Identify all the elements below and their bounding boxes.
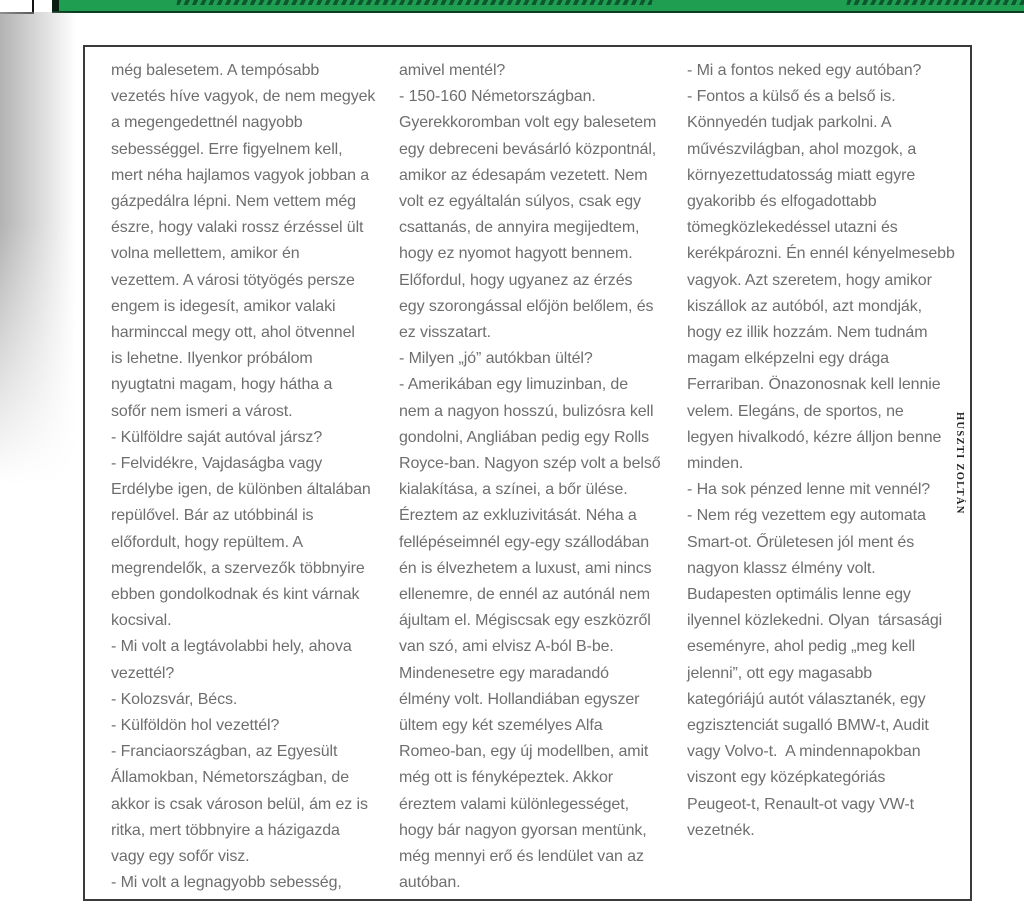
text-line: vagy Volvo-t. A mindennapokban xyxy=(687,743,921,761)
text-line: amivel mentél? xyxy=(399,62,506,79)
text-line: - Milyen „jó” autókban ültél? xyxy=(399,350,593,368)
text-column-3 xyxy=(687,58,959,897)
text-line: - Mi volt a legnagyobb sebesség, xyxy=(111,874,342,892)
text-line: ritka, mert többnyire a házigazda xyxy=(111,821,340,839)
text-line: - Amerikában egy limuzinban, de xyxy=(399,376,629,394)
text-line: repülővel. Bár az utóbbinál is xyxy=(111,507,314,525)
text-line: előfordult, hogy repültem. A xyxy=(111,533,303,551)
text-line: nyugtatni magam, hogy hátha a xyxy=(111,376,333,394)
text-line: - Fontos a külső és a belső is. xyxy=(687,88,896,106)
text-line: minden. xyxy=(687,455,744,473)
text-line: élmény volt. Hollandiában egyszer xyxy=(399,690,640,708)
text-line: Előfordul, hogy ugyanez az érzés xyxy=(399,271,633,289)
text-line: megrendelők, a szervezők többnyire xyxy=(111,559,365,577)
text-line: magam elképzelni egy drága xyxy=(687,350,889,368)
text-line: Éreztem az exkluzivitását. Néha a xyxy=(399,507,637,525)
text-line: még mennyi erő és lendület van az xyxy=(399,848,644,866)
text-line: ellenemre, de ennél az autónál nem xyxy=(399,586,650,604)
text-line: egy szorongással előjön belőlem, és xyxy=(399,297,654,315)
text-line: - 150-160 Németországban. xyxy=(399,88,596,106)
text-line: tömegközlekedéssel utazni és xyxy=(687,219,898,237)
text-line: Romeo-ban, egy új modellben, amit xyxy=(399,743,649,761)
text-line: gyakoribb és elfogadottabb xyxy=(687,193,877,211)
author-name-vertical: HUSZTI ZOLTÁN xyxy=(949,403,969,524)
text-line: nem a nagyon hosszú, bulizósra kell xyxy=(399,402,654,420)
text-line: Könnyedén tudjak parkolni. A xyxy=(687,114,892,132)
text-line: kategóriájú autót választanék, egy xyxy=(687,690,926,708)
text-line: Gyerekkoromban volt egy balesetem xyxy=(399,114,657,132)
text-line: ültem egy két személyes Alfa xyxy=(399,717,603,735)
banner-left-block xyxy=(52,0,59,11)
text-line: vagyok. Azt szeretem, hogy amikor xyxy=(687,271,932,289)
text-line: - Felvidékre, Vajdaságba vagy xyxy=(111,455,323,473)
text-line: kialakítása, a színei, a bőr ülése. xyxy=(399,481,628,499)
text-line: ilyennel közlekedni. Olyan társasági xyxy=(687,612,943,630)
text-line: eseményre, ahol pedig „meg kell xyxy=(687,638,916,656)
text-line: Peugeot-t, Renault-ot vagy VW-t xyxy=(687,795,914,813)
text-line: vezetés híve vagyok, de nem megyek xyxy=(111,88,376,106)
text-line: hogy bár nagyon gyorsan mentünk, xyxy=(399,821,647,839)
text-line: Államokban, Németországban, de xyxy=(111,769,350,787)
text-line: nagyon klassz élmény volt. xyxy=(687,559,876,577)
text-line: harminccal megy ott, ahol ötvennel xyxy=(111,324,355,342)
text-line: még balesetem. A tempósabb xyxy=(111,62,320,79)
text-line: van szó, ami elvisz A-ból B-be. xyxy=(399,638,614,656)
text-line: - Mi a fontos neked egy autóban? xyxy=(687,62,922,79)
text-column-2 xyxy=(399,58,671,897)
text-line: - Ha sok pénzed lenne mit vennél? xyxy=(687,481,931,499)
text-line: kiszállok az autóból, azt mondják, xyxy=(687,297,922,315)
text-line: volna mellettem, amikor én xyxy=(111,245,300,263)
text-column-1 xyxy=(111,58,383,897)
text-line: vezettél? xyxy=(111,664,175,682)
text-line: Erdélybe igen, de különben általában xyxy=(111,481,371,499)
text-line: vagy egy sofőr visz. xyxy=(111,848,250,866)
text-line: Royce-ban. Nagyon szép volt a belső xyxy=(399,455,661,473)
text-line: vezetnék. xyxy=(687,821,755,839)
text-line: egzisztenciát sugalló BMW-t, Audit xyxy=(687,717,929,735)
text-line: sebességgel. Erre figyelnem kell, xyxy=(111,140,343,158)
header-banner xyxy=(52,0,1024,13)
text-line: amikor az édesapám vezetett. Nem xyxy=(399,166,648,184)
text-line: Smart-ot. Őrületesen jól ment és xyxy=(687,533,915,551)
text-line: gázpedálra lépni. Nem vettem még xyxy=(111,193,356,211)
text-line: környezettudatosság miatt egyre xyxy=(687,166,916,184)
text-line: - Kolozsvár, Bécs. xyxy=(111,690,238,708)
text-line: még ott is fényképeztek. Akkor xyxy=(399,769,613,787)
text-line: kerékpározni. Én ennél kényelmesebb xyxy=(687,245,955,263)
text-line: gondolni, Angliában pedig egy Rolls xyxy=(399,428,650,446)
text-line: volt ez egyáltalán súlyos, csak egy xyxy=(399,193,641,211)
text-line: éreztem valami különlegességet, xyxy=(399,795,629,813)
text-line: én is élvezhetem a luxust, ami nincs xyxy=(399,559,652,577)
text-line: észre, hogy valaki rossz érzéssel ült xyxy=(111,219,364,237)
text-line: is lehetne. Ilyenkor próbálom xyxy=(111,350,313,368)
text-line: művészvilágban, ahol mozgok, a xyxy=(687,140,917,158)
text-line: akkor is csak városon belül, ám ez is xyxy=(111,795,368,813)
text-line: a megengedettnél nagyobb xyxy=(111,114,303,132)
text-line: ebben gondolkodnak és kint várnak xyxy=(111,586,360,604)
clipped-banner-text-fragment xyxy=(176,0,652,5)
text-line: viszont egy középkategóriás xyxy=(687,769,886,787)
text-line: sofőr nem ismeri a várost. xyxy=(111,402,293,420)
text-line: csattanás, de annyira megijedtem, xyxy=(399,219,640,237)
text-line: fellépéseimnél egy-egy szállodában xyxy=(399,533,650,551)
text-line: engem is idegesít, amikor valaki xyxy=(111,297,336,315)
text-line: jelenni”, ott egy magasabb xyxy=(687,664,873,682)
text-line: egy debreceni bevásárló központnál, xyxy=(399,140,657,158)
text-line: - Külföldre saját autóval jársz? xyxy=(111,428,323,446)
text-line: mert néha hajlamos vagyok jobban a xyxy=(111,166,370,184)
text-line: - Nem rég vezettem egy automata xyxy=(687,507,926,525)
text-line: ez visszatart. xyxy=(399,324,491,342)
text-line: velem. Elegáns, de sportos, ne xyxy=(687,402,904,420)
text-line: Mindenesetre egy maradandó xyxy=(399,664,609,682)
text-line: - Franciaországban, az Egyesült xyxy=(111,743,338,761)
page-fold-shadow xyxy=(0,12,80,482)
article-columns xyxy=(111,58,959,897)
text-line: Ferrariban. Önazonosnak kell lennie xyxy=(687,376,941,394)
text-line: hogy ez illik hozzám. Nem tudnám xyxy=(687,324,928,342)
clipped-banner-text-fragment xyxy=(846,0,1024,5)
text-line: vezettem. A városi tötyögés persze xyxy=(111,271,355,289)
text-line: Budapesten optimális lenne egy xyxy=(687,586,911,604)
text-line: legyen hivalkodó, kézre álljon benne xyxy=(687,428,942,446)
text-line: hogy ez nyomot hagyott bennem. xyxy=(399,245,633,263)
text-line: - Mi volt a legtávolabbi hely, ahova xyxy=(111,638,352,656)
text-line: ájultam el. Mégiscsak egy eszközről xyxy=(399,612,651,630)
text-line: autóban. xyxy=(399,874,461,892)
text-line: kocsival. xyxy=(111,612,172,630)
text-line: - Külföldön hol vezettél? xyxy=(111,717,280,735)
article-frame xyxy=(83,45,972,901)
